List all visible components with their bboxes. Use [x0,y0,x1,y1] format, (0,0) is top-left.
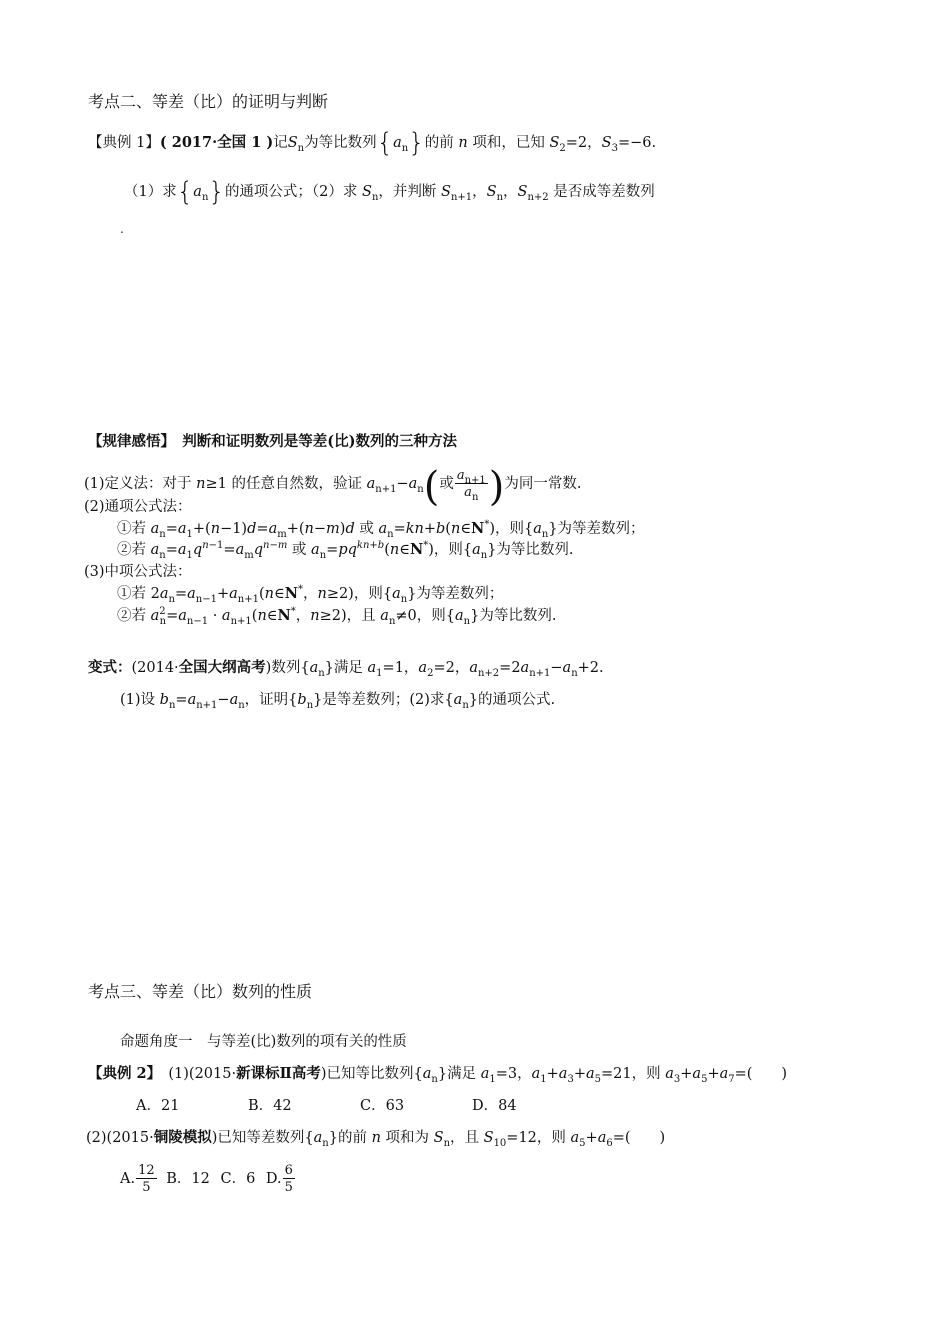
def-text: ≥1 的任意自然数，验证 [205,476,362,492]
t: ) [339,521,346,537]
q1-suffix: 的通项公式；（2）求 [224,184,358,200]
sub: 1 [376,668,383,679]
example2-q1-options [136,1096,517,1116]
t: ，且 [450,1130,484,1146]
rule-general-label [84,497,192,517]
t: )已知等比数列{ [320,1066,423,1082]
t: + [546,1066,559,1082]
sym-s: S [517,184,528,200]
example2-q2-source: 铜陵模拟 [153,1129,212,1146]
sym-a: a [159,586,169,602]
sub: n [318,668,325,679]
option-a-label: A. [120,1171,136,1187]
sym-a: a [150,521,160,537]
section3-title-text: 考点三、等差（比）数列的性质 [88,982,313,1001]
sup: 2 [159,606,166,617]
example2-q2-options [120,1162,296,1196]
section3-title [88,982,312,1002]
sub: 1 [186,529,193,540]
t: ∈ [399,542,410,558]
sub: n+2 [527,192,549,203]
sym-s: S [362,184,372,200]
option-c: C．63 [360,1098,405,1114]
sym-d: d [345,521,355,537]
option-b: B．42 [248,1098,292,1114]
t: (2014· [131,660,179,676]
sub: n [371,192,379,203]
section2-title-text: 考点二、等差（比）的证明与判断 [88,92,329,111]
sym-b: b [297,692,307,708]
t: }满足 [437,1066,481,1082]
t: ①若 [117,521,151,537]
sym-a: a [533,521,542,537]
sym-n: n [196,476,206,492]
sub: n [159,550,166,561]
sub: 3 [611,143,618,154]
t: = [166,608,179,624]
t: )，则{ [489,521,534,537]
section3-angle-text: 命题角度一 与等差(比)数列的项有关的性质 [120,1034,407,1050]
example2-q2 [86,1128,665,1148]
q2-end: 是否成等差数列 [553,184,655,200]
sub: n [238,700,245,711]
sym-a: a [178,608,187,624]
t: (2)(2015· [86,1130,154,1146]
frac-num: 12 [138,1163,155,1178]
variant-source: 全国大纲高考 [178,659,266,676]
gen-label: (2)通项公式法： [84,499,192,515]
sub: 1 [540,1074,547,1085]
brace-close: } [208,177,225,207]
t: =( ) [734,1066,788,1082]
t: 或 [287,542,312,558]
sym-n: n [304,521,314,537]
sym-a: a [453,692,463,708]
sub: n [541,529,549,540]
sym-n: n [317,586,327,602]
t: = [174,586,188,602]
t: +( [286,521,305,537]
option-d-fraction [283,1164,295,1194]
option-c: C．6 [220,1171,256,1187]
sym-b: b [159,692,169,708]
sym-n: n [389,542,400,558]
option-d-label: D. [265,1171,282,1187]
sub: 1 [489,1074,496,1085]
t: + [585,1130,598,1146]
t: = [256,521,269,537]
t: =2， [433,660,470,676]
t: · [208,608,222,624]
example1-text1: 为等比数列 [304,135,377,151]
sub: 2 [559,143,566,154]
minus: − [396,476,409,492]
sym-a: a [472,542,481,558]
sym-a: a [393,135,402,151]
sym-n: n [458,135,468,151]
example2-tag: 【典例 2】 [88,1065,154,1082]
example1-text2: 的前 [424,135,454,151]
set-N: N [471,520,485,537]
sub: n [159,529,166,540]
sub: n [159,616,167,627]
sub: n [168,700,176,711]
sub: 6 [606,1138,613,1149]
section2-title [88,92,328,112]
paren-open: ( [423,464,440,510]
sub: n [400,594,408,605]
t: − [313,521,327,537]
brace-open: { [176,177,194,207]
t: − [217,692,230,708]
sub: 5 [594,1074,601,1085]
sym-a: a [378,521,388,537]
t: }为等差数列； [407,586,504,602]
sym-a: a [150,542,160,558]
t: ( [384,542,390,558]
sym-s: S [483,1130,494,1146]
t: ( [445,521,451,537]
frac-den: 5 [142,1180,151,1195]
t: ∈ [460,521,472,537]
q-prefix: （1）求 [124,184,177,200]
t: = [165,542,178,558]
rule-heading [88,432,457,452]
sym-a: a [366,476,376,492]
set-N: N [284,585,298,602]
t: =21，则 [601,1066,666,1082]
sub: n [319,550,327,561]
t: )数列{ [265,660,310,676]
sub: m [277,529,287,540]
sub: n+1 [450,192,473,203]
sub: n [388,616,396,627]
sym-n: n [210,521,221,537]
t: = [175,692,188,708]
brace-close: } [408,128,425,158]
example1-intro: 记 [273,135,288,151]
t: + [707,1066,720,1082]
sym-a: a [187,692,197,708]
t: ， [302,586,318,602]
sym-a: a [570,1130,580,1146]
rule-general-2 [117,540,574,560]
t: ∈ [266,608,278,624]
ratio-fraction [455,468,488,503]
def-or: 或 [439,476,454,492]
sym-a: a [597,1130,607,1146]
t: ②若 [117,542,151,558]
sub: n [401,143,409,154]
paren-close: ) [488,464,505,510]
example1-tag: 【典例 1】 [88,135,160,151]
sym-k: kn [405,521,424,537]
sub: 2 [427,668,434,679]
example1-statement [88,128,657,158]
sym-a: a [422,1066,432,1082]
section3-angle [120,1032,407,1052]
t: }为等比数列. [487,542,574,558]
sym-a: a [229,586,238,602]
rule-general-1 [117,519,645,539]
sub: n [471,492,479,503]
sub: n [201,192,209,203]
t: ∈ [273,586,285,602]
set-N: N [277,607,291,624]
sub: n+2 [477,668,500,679]
sym-s: S [486,184,497,200]
t: }为等差数列； [548,521,645,537]
sym-s: S [287,135,298,151]
sym-a: a [719,1066,729,1082]
sym-m: m [326,521,340,537]
t: =2 [499,660,521,676]
sym-a: a [562,660,572,676]
sym-a: a [193,184,202,200]
sym-n: n [264,586,274,602]
t: = [223,542,236,558]
sym-a: a [177,542,187,558]
t: }为等比数列. [470,608,557,624]
sym-pq: pq [338,542,357,558]
t: }满足 [324,660,368,676]
t: +( [192,521,211,537]
t: = [165,521,178,537]
sub: 5 [701,1074,708,1085]
frac-den: 5 [284,1180,293,1195]
t: ≠0，则{ [395,608,455,624]
sub: 5 [579,1138,586,1149]
sup: * [297,584,303,595]
example2-q1-source: 新课标Ⅱ高考 [236,1065,321,1082]
variant-tag: 变式： [88,659,132,676]
q2-text: ，并判断 [378,184,437,200]
t: ≥2)，则{ [326,586,393,602]
t: +2. [577,660,604,676]
sym-n: n [263,540,270,551]
sup: * [484,519,490,530]
sep: ， [472,184,487,200]
sym-a: a [235,542,245,558]
variant-statement [88,658,604,678]
sub: n [480,550,488,561]
sub: n+1 [196,700,218,711]
sub: n−1 [186,616,209,627]
brace-open: { [376,128,394,158]
sym-a: a [456,468,465,483]
sup: * [290,606,296,617]
sym-q: q [192,542,203,558]
sym-s3: S [601,135,612,151]
t: ，证明{ [244,692,298,708]
sym-a: a [464,485,472,500]
rule-title: 判断和证明数列是等差(比)数列的三种方法 [182,433,457,450]
rule-middle-1 [117,584,503,604]
sym-a: a [418,660,428,676]
sub: n [417,484,424,495]
t: ②若 [117,608,151,624]
sym-a: a [309,660,319,676]
sub: n+1 [230,616,252,627]
s3-value: =−6. [617,135,657,151]
sym-n: n [257,608,267,624]
t: + [369,540,378,551]
sym-a: a [187,586,196,602]
t: )已知等差数列{ [211,1130,314,1146]
option-a-fraction [136,1164,157,1194]
sym-a: a [150,608,160,624]
sub: m [244,550,254,561]
t: =( ) [612,1130,666,1146]
sub: n [306,700,314,711]
sym-a: a [520,660,530,676]
t: − [269,540,278,551]
sub: 3 [673,1074,681,1085]
sym-a: a [313,1130,323,1146]
sym-kn: kn [356,540,370,551]
t: ①若 2 [117,586,160,602]
sym-s: S [433,1130,444,1146]
option-b: B．12 [166,1171,210,1187]
sub: 3 [567,1074,574,1085]
option-d: D．84 [472,1098,517,1114]
sym-n: n [310,608,320,624]
sub: n−1 [195,594,217,605]
sub: n [297,143,305,154]
t: =12，则 [506,1130,571,1146]
variant-questions [120,690,555,710]
t: ， [295,608,311,624]
example1-text3: 项和，已知 [472,135,545,151]
t: =1， [382,660,419,676]
sub: n+1 [375,484,397,495]
sub: n [463,616,471,627]
sub: n [387,529,394,540]
t: }的通项公式. [468,692,556,708]
t: −1 [208,540,224,551]
s2-value: =2， [565,135,602,151]
sub: n [168,594,175,605]
sym-a: a [229,692,239,708]
t: }的前 [328,1130,372,1146]
option-a: A．21 [136,1098,180,1114]
def-label: (1)定义法：对于 [84,476,192,492]
sym-a: a [455,608,464,624]
sym-s: S [441,184,451,200]
t: (1)(2015· [168,1066,237,1082]
sub: n+1 [529,668,551,679]
t: = [326,542,339,558]
t: ( [251,608,258,624]
sym-a: a [392,586,401,602]
def-end: 为同一常数. [504,476,582,492]
sym-a: a [268,521,278,537]
example2-q1 [88,1064,787,1084]
sym-a: a [408,476,418,492]
sub: 7 [728,1074,735,1085]
sym-a: a [558,1066,568,1082]
t: + [216,586,230,602]
trailing-dot: . [120,222,124,236]
sym-a: a [692,1066,702,1082]
frac-num: 6 [284,1163,293,1178]
mid-label: (3)中项公式法： [84,564,192,580]
t: )，则{ [428,542,473,558]
sub: 1 [186,550,193,561]
sym-a: a [480,1066,490,1082]
sym-a: a [469,660,478,676]
rule-middle-label [84,562,192,582]
sup: * [423,540,429,551]
sym-n: n [371,1130,381,1146]
t: = [393,521,406,537]
t: }是等差数列；(2)求{ [313,692,454,708]
t: =3， [495,1066,532,1082]
sym-n: n [202,540,209,551]
t: ( [258,586,265,602]
t: 项和为 [380,1130,434,1146]
sym-d: d [247,521,257,537]
rule-middle-2 [117,606,556,626]
t: − [550,660,563,676]
sym-a: a [380,608,389,624]
sym-b: b [377,540,385,551]
sym-a: a [585,1066,595,1082]
t: (1)设 [120,692,160,708]
sub: 10 [493,1138,507,1149]
sym-q: q [253,542,263,558]
example1-questions [124,177,655,207]
t: + [573,1066,586,1082]
example1-source: ( 2017·全国 1 ) [159,134,274,151]
sym-n: n [450,521,461,537]
sub: n+1 [237,594,259,605]
sym-m: m [277,540,288,551]
sym-a: a [665,1066,674,1082]
sub: n [571,668,578,679]
sub: n [496,192,504,203]
sub: n [322,1138,329,1149]
sym-s2: S [549,135,560,151]
sub: n [443,1138,451,1149]
sep: ， [503,184,518,200]
sub: n [462,700,469,711]
t: + [423,521,436,537]
set-N: N [409,541,424,558]
t: + [680,1066,693,1082]
sym-b: b [436,521,446,537]
sub: n [431,1074,438,1085]
t: ≥2)，且 [319,608,381,624]
sym-a: a [177,521,187,537]
sym-a: a [367,660,377,676]
rule-tag: 【规律感悟】 [88,433,168,450]
t: 或 [354,521,379,537]
t: −1) [220,521,248,537]
sym-a: a [221,608,231,624]
sub: n+1 [464,475,486,486]
sym-a: a [311,542,320,558]
sym-a: a [531,1066,541,1082]
